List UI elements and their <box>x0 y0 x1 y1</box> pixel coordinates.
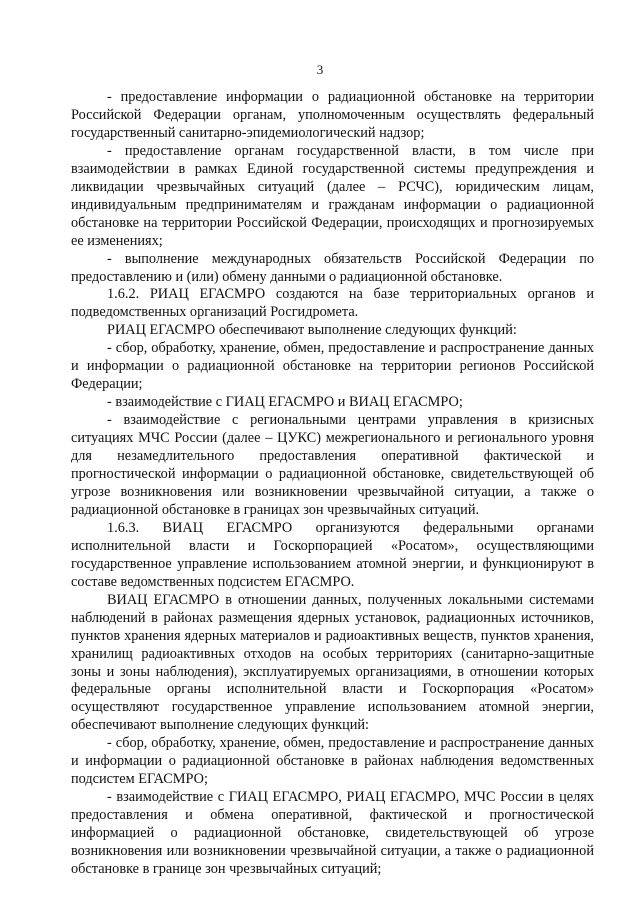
paragraph: РИАЦ ЕГАСМРО обеспечивают выполнение следующих функций: <box>107 322 517 339</box>
paragraph: - сбор, обработку, хранение, обмен, предоставление и распространение данных и информации о радиационной обстановке в районах наблюдения ведомственных подсистем ЕГАСМРО; <box>71 735 594 788</box>
page-number: 3 <box>316 62 324 77</box>
paragraph: - предоставление информации о радиационной обстановке на территории Российской Федерации органам, уполномоченным осуществлять федеральный государственный санитарно-эпидемиологический надзор; <box>71 89 594 141</box>
paragraph: - предоставление органам государственной власти, в том числе при взаимодействии в рамках Единой государственной системы предупреждения и ликвидации чрезвычайных ситуаций (далее – РСЧС), юридическим лицам, индивидуальным предпринимателям и гражданам информации о радиационной обстановке на территории Российской Федерации, происходящих и прогнозируемых ее изменениях; <box>71 142 594 249</box>
document-body <box>71 89 594 879</box>
paragraph: - взаимодействие с ГИАЦ ЕГАСМРО, РИАЦ ЕГАСМРО, МЧС России в целях предоставления и обмена оперативной, фактической и прогностической информацией о радиационной обстановке, свидетельствующей об угрозе возникновения или возникновении чрезвычайной ситуации, а также о радиационной обстановке в границе зон чрезвычайных ситуаций; <box>71 789 594 877</box>
paragraph: - взаимодействие с региональными центрами управления в кризисных ситуациях МЧС России (далее – ЦУКС) межрегионального и регионального уровня для незамедлительного предоставления оперативной фактической и прогностической информации о радиационной обстановке, свидетельствующей об угрозе возникновения или возникновении чрезвычайной ситуации, а также о радиационной обстановке в границах зон чрезвычайных ситуаций. <box>71 412 594 518</box>
paragraph: - взаимодействие с ГИАЦ ЕГАСМРО и ВИАЦ ЕГАСМРО; <box>107 394 463 411</box>
paragraph: 1.6.3. ВИАЦ ЕГАСМРО организуются федеральными органами исполнительной власти и Госкорпорацией «Росатом», осуществляющими государственное управление использованием атомной энергии, и функционируют в составе ведомственных подсистем ЕГАСМРО. <box>71 519 594 590</box>
paragraph: - сбор, обработку, хранение, обмен, предоставление и распространение данных и информации о радиационной обстановке на территории регионов Российской Федерации; <box>71 340 594 393</box>
paragraph: 1.6.2. РИАЦ ЕГАСМРО создаются на базе территориальных органов и подведомственных организаций Росгидромета. <box>71 286 594 321</box>
paragraph: ВИАЦ ЕГАСМРО в отношении данных, полученных локальными системами наблюдений в районах размещения ядерных установок, радиационных источников, пунктов хранения ядерных материалов и радиоактивных веществ, пунктов хранения, хранилищ радиоактивных отходов на особых территориях (санитарно-защитные зоны и зоны наблюдения), эксплуатируемых организациями, в отношении которых федеральные органы исполнительной власти и Госкорпорация «Росатом» осуществляют государственное управление использованием атомной энергии, обеспечивают выполнение следующих функций: <box>71 591 594 734</box>
paragraph: - выполнение международных обязательств Российской Федерации по предоставлению и (или) обмену данными о радиационной обстановке. <box>71 250 594 285</box>
